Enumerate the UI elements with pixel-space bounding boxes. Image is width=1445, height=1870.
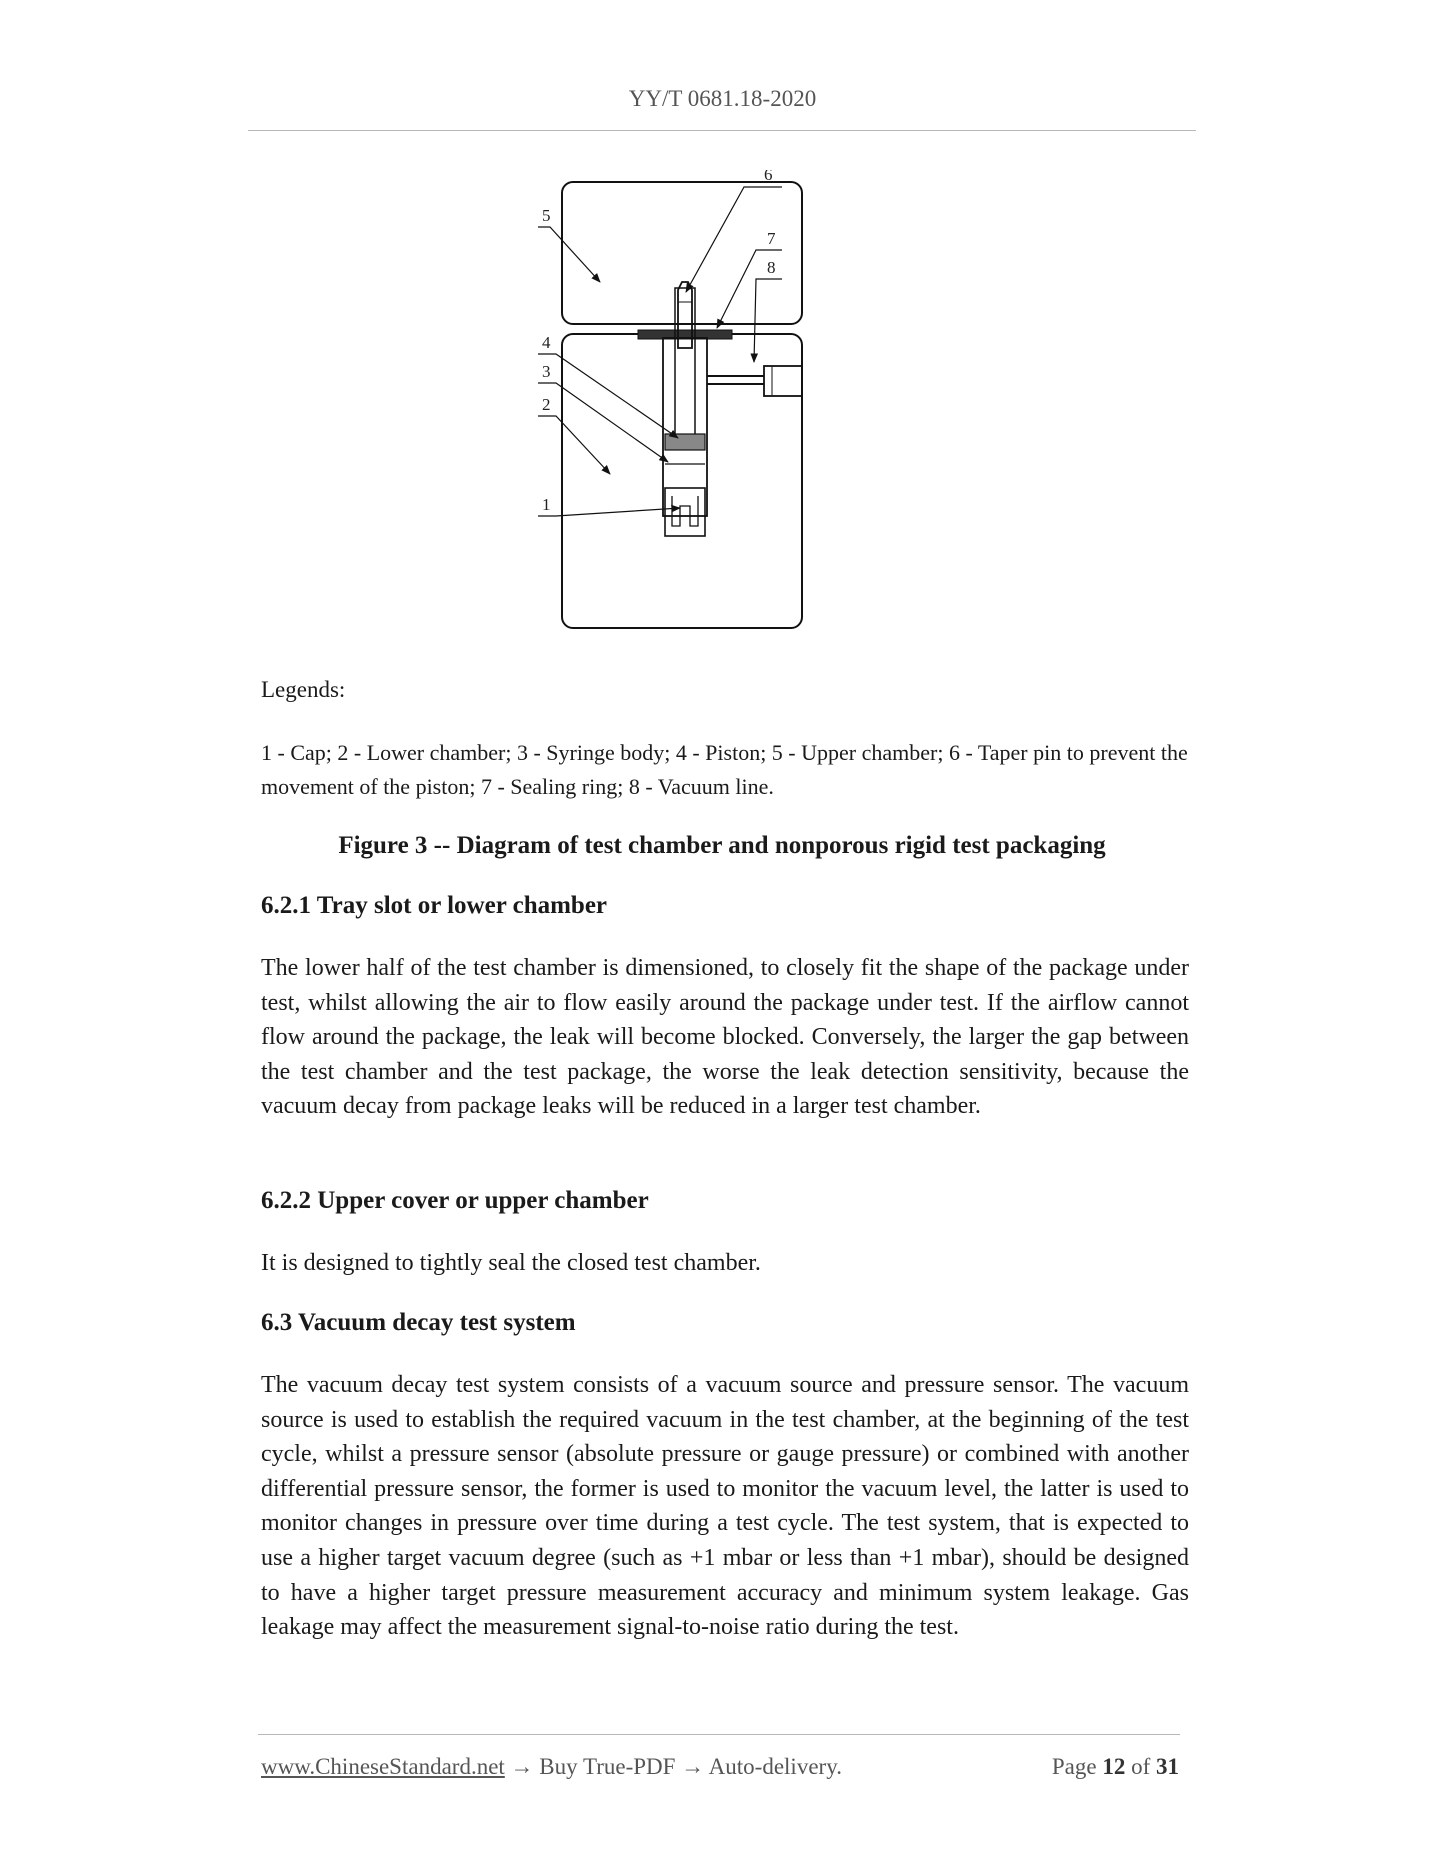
section-heading-6-2-2: 6.2.2 Upper cover or upper chamber (261, 1187, 649, 1214)
section-heading-6-2-1: 6.2.1 Tray slot or lower chamber (261, 892, 608, 919)
buy-true-pdf-link[interactable]: Buy True-PDF (539, 1754, 676, 1779)
lower-chamber-shape (562, 334, 802, 628)
document-code: YY/T 0681.18-2020 (628, 86, 817, 111)
total-pages: 31 (1156, 1754, 1179, 1779)
auto-delivery-text: Auto-delivery. (708, 1754, 842, 1779)
cap-shape (665, 488, 705, 536)
section-body-6-3: The vacuum decay test system consists of a vacuum source and pressure sensor. The vacuum source is used to establish the required vacuum in the test chamber, at the beginning of the test cycle, whilst a pressure sensor (absolute pressure or gauge pressure) or combined with another differential pressure sensor, the former is used to monitor the vacuum level, the latter is used to monitor changes in pressure over time during a test cycle. The test system, that is expected to use a higher target vacuum degree (such as +1 mbar or less than +1 mbar), should be designed to have a higher target pressure measurement accuracy and minimum system leakage. Gas leakage may affect the measurement signal-to-noise ratio during the test. (261, 1372, 1189, 1641)
vacuum-line-connector (764, 366, 802, 396)
page-word: Page (1051, 1754, 1097, 1779)
section-body-6-2-2: It is designed to tightly seal the closed test chamber. (261, 1250, 761, 1276)
section-heading-6-3: 6.3 Vacuum decay test system (261, 1309, 576, 1336)
legend-heading: Legends: (261, 677, 346, 702)
callout-8: 8 (767, 258, 776, 277)
page-number: 12 (1102, 1754, 1126, 1779)
page-indicator (1052, 1754, 1179, 1780)
arrow-icon: → (681, 1754, 705, 1779)
figure-3-diagram (510, 170, 960, 640)
figure-caption: Figure 3 -- Diagram of test chamber and nonporous rigid test packaging (338, 832, 1106, 859)
piston-shape (665, 434, 705, 450)
syringe-body-shape (663, 338, 707, 516)
callout-5: 5 (542, 206, 551, 225)
upper-chamber-shape (562, 182, 802, 324)
section-body-6-2-1: The lower half of the test chamber is dimensioned, to closely fit the shape of the package under test, whilst allowing the air to flow easily around the package under test. If the airflow cannot flow around the package, the leak will become blocked. Conversely, the larger the gap between the test chamber and the test package, the worse the leak detection sensitivity, because the vacuum decay from package leaks will be reduced in a larger test chamber. (261, 955, 1189, 1120)
callout-4: 4 (542, 333, 551, 352)
of-word: of (1131, 1754, 1151, 1779)
callout-3: 3 (542, 362, 551, 381)
callout-6: 6 (764, 170, 773, 184)
footer-links (261, 1754, 842, 1780)
arrow-icon: → (510, 1754, 534, 1779)
callout-2: 2 (542, 395, 551, 414)
callout-7: 7 (767, 229, 776, 248)
site-link[interactable]: www.ChineseStandard.net (261, 1754, 505, 1779)
header-rule (248, 130, 1196, 131)
legend-text: 1 - Cap; 2 - Lower chamber; 3 - Syringe body; 4 - Piston; 5 - Upper chamber; 6 - Taper pin to prevent the movement of the piston; 7 - Sealing ring; 8 - Vacuum line. (261, 740, 1188, 799)
footer-rule (258, 1734, 1180, 1735)
callout-1: 1 (542, 495, 551, 514)
